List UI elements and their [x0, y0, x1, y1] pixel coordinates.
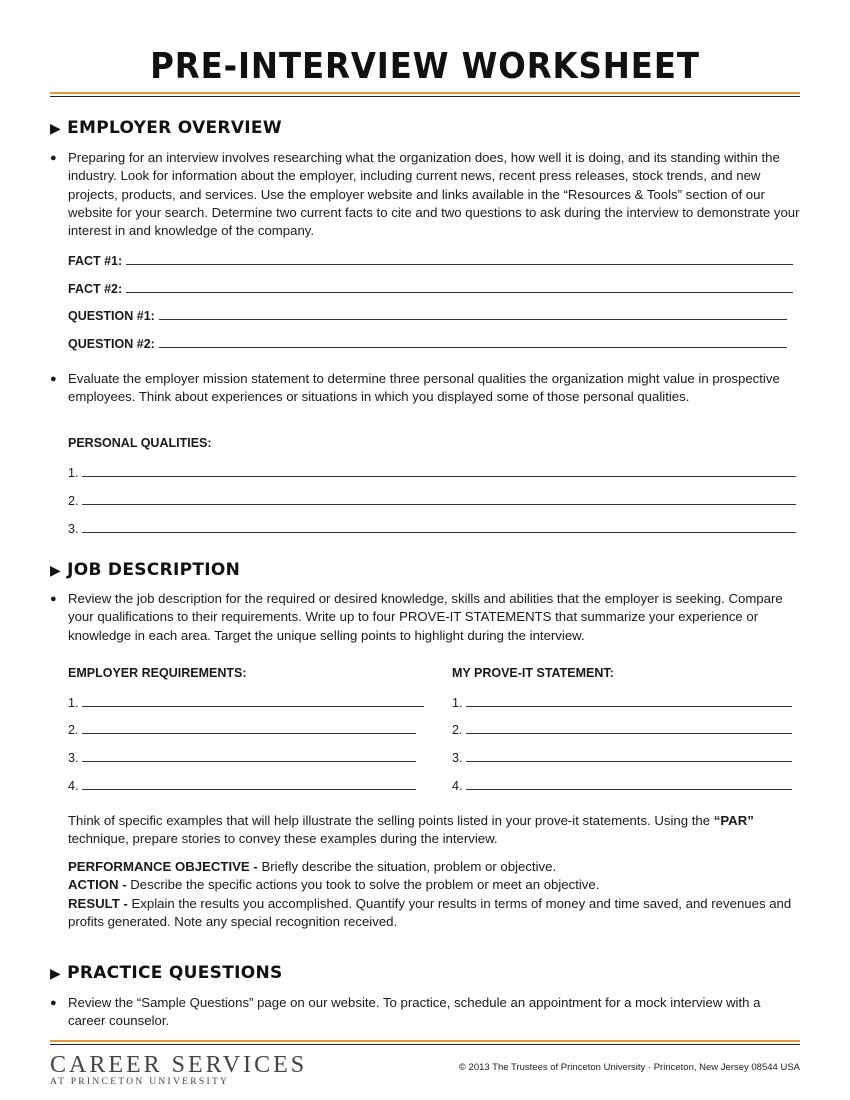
bullet-dot-icon: ●: [50, 593, 57, 605]
paragraph: Review the “Sample Questions” page on our website. To practice, schedule an appointment for a mock interview with a career counselor.: [68, 995, 761, 1029]
performance-objective-text: Briefly describe the situation, problem or objective.: [257, 859, 557, 874]
personal-qualities-label: PERSONAL QUALITIES:: [68, 436, 212, 450]
number-label: 3.: [452, 751, 463, 765]
par-intro-text-a: Think of specific examples that will help illustrate the selling points listed in your prove-it statements. Using the: [68, 813, 714, 828]
section-heading-text: PRACTICE QUESTIONS: [67, 963, 283, 983]
employer-requirements-heading: EMPLOYER REQUIREMENTS:: [68, 666, 247, 680]
prove-it-2-field[interactable]: [452, 721, 792, 737]
prove-it-4-line[interactable]: [466, 777, 792, 790]
action-text: Describe the specific actions you took to solve the problem or meet an objective.: [126, 877, 600, 893]
result-text: Explain the results you accomplished. Quantify your results in terms of money and time saved, and revenues and profits generated. Note any special recognition received.: [68, 895, 792, 929]
performance-objective-line: [68, 858, 800, 876]
number-label: 4.: [452, 779, 463, 793]
prove-it-1-field[interactable]: [452, 694, 792, 710]
number-label: 2.: [452, 723, 463, 737]
number-label: 1.: [68, 696, 79, 710]
prove-it-statement-heading: MY PROVE-IT STATEMENT:: [452, 666, 614, 680]
requirement-2-field[interactable]: [68, 721, 416, 737]
fact-2-line[interactable]: [126, 280, 793, 293]
bullet-dot-icon: ●: [50, 373, 57, 385]
section-heading-practice-questions: [50, 963, 283, 983]
personal-quality-1-line[interactable]: [82, 464, 796, 477]
section-heading-job-description: [50, 560, 240, 580]
page-title: PRE-INTERVIEW WORKSHEET: [150, 46, 700, 87]
question-2-line[interactable]: [159, 335, 787, 348]
number-label: 2.: [68, 723, 79, 737]
requirement-4-line[interactable]: [82, 777, 416, 790]
number-label: 2.: [68, 494, 79, 508]
fact-1-field[interactable]: [68, 252, 793, 268]
personal-quality-1-field[interactable]: [68, 464, 796, 480]
result-line: [68, 895, 800, 932]
number-label: 3.: [68, 522, 79, 536]
requirement-3-field[interactable]: [68, 749, 416, 765]
par-definitions: [68, 858, 800, 931]
career-services-logo: [50, 1052, 307, 1087]
prove-it-2-line[interactable]: [466, 721, 792, 734]
personal-quality-3-line[interactable]: [82, 520, 796, 533]
par-keyword: “PAR”: [713, 813, 754, 828]
employer-overview-bullet-2: [50, 370, 800, 407]
paragraph: Evaluate the employer mission statement to determine three personal qualities the organization might value in prospective employees. Think about experiences or situations in which you displayed some of those personal qualities.: [68, 371, 780, 405]
requirement-1-line[interactable]: [82, 694, 424, 707]
number-label: 4.: [68, 779, 79, 793]
section-heading-text: JOB DESCRIPTION: [67, 560, 241, 580]
triangle-bullet-icon: ▶: [50, 121, 62, 137]
requirement-4-field[interactable]: [68, 777, 416, 793]
personal-qualities-label-row: [68, 436, 212, 450]
requirement-2-line[interactable]: [82, 721, 416, 734]
prove-it-3-field[interactable]: [452, 749, 792, 765]
footer-divider: [50, 1040, 800, 1045]
personal-quality-2-field[interactable]: [68, 492, 796, 508]
question-1-label: QUESTION #1:: [68, 309, 155, 323]
title-divider: [50, 92, 800, 97]
job-description-bullet-1: [50, 590, 800, 645]
bullet-dot-icon: ●: [50, 152, 57, 164]
prove-it-1-line[interactable]: [466, 694, 792, 707]
fact-1-line[interactable]: [126, 252, 793, 265]
action-line: [68, 876, 800, 894]
par-intro-paragraph: [68, 812, 800, 849]
fact-1-label: FACT #1:: [68, 254, 123, 268]
section-heading-employer-overview: [50, 118, 282, 138]
question-1-field[interactable]: [68, 307, 787, 323]
personal-quality-2-line[interactable]: [82, 492, 796, 505]
number-label: 1.: [452, 696, 463, 710]
performance-objective-label: PERFORMANCE OBJECTIVE -: [68, 859, 258, 874]
number-label: 1.: [68, 466, 79, 480]
question-2-field[interactable]: [68, 335, 787, 351]
fact-2-field[interactable]: [68, 280, 793, 296]
paragraph: Preparing for an interview involves researching what the organization does, how well it is doing, and its standing within the industry. Look for information about the employer, including current news, recent press releases, stock trends, and new projects, products, and services. Use the employer website and links available in the “Resources & Tools” section of our website for your search. Determine two current facts to cite and two questions to ask during the interview to demonstrate your interest in and knowledge of the company.: [68, 150, 800, 239]
logo-sub-text: AT PRINCETON UNIVERSITY: [50, 1077, 230, 1087]
triangle-bullet-icon: ▶: [50, 966, 62, 982]
employer-overview-bullet-1: [50, 149, 800, 240]
bullet-dot-icon: ●: [50, 997, 57, 1009]
paragraph: Review the job description for the required or desired knowledge, skills and abilities that the employer is seeking. Compare your qualifications to their requirements. Write up to four PROVE-IT STATEMENTS that summarize your experience or knowledge in each area. Target the unique selling points to highlight during the interview.: [68, 591, 783, 643]
par-intro-text-b: technique, prepare stories to convey these examples during the interview.: [68, 831, 498, 847]
practice-questions-bullet-1: [50, 994, 800, 1031]
prove-it-3-line[interactable]: [466, 749, 792, 762]
fact-2-label: FACT #2:: [68, 282, 123, 296]
requirement-1-field[interactable]: [68, 694, 424, 710]
prove-it-4-field[interactable]: [452, 777, 792, 793]
action-label: ACTION -: [68, 877, 127, 893]
logo-main-text: CAREER SERVICES: [50, 1052, 308, 1078]
number-label: 3.: [68, 751, 79, 765]
question-1-line[interactable]: [159, 307, 787, 320]
personal-quality-3-field[interactable]: [68, 520, 796, 536]
result-label: RESULT -: [68, 895, 128, 911]
requirement-3-line[interactable]: [82, 749, 416, 762]
section-heading-text: EMPLOYER OVERVIEW: [67, 118, 282, 138]
question-2-label: QUESTION #2:: [68, 337, 155, 351]
triangle-bullet-icon: ▶: [50, 563, 62, 579]
copyright-notice: © 2013 The Trustees of Princeton University · Princeton, New Jersey 08544 USA: [458, 1062, 800, 1073]
